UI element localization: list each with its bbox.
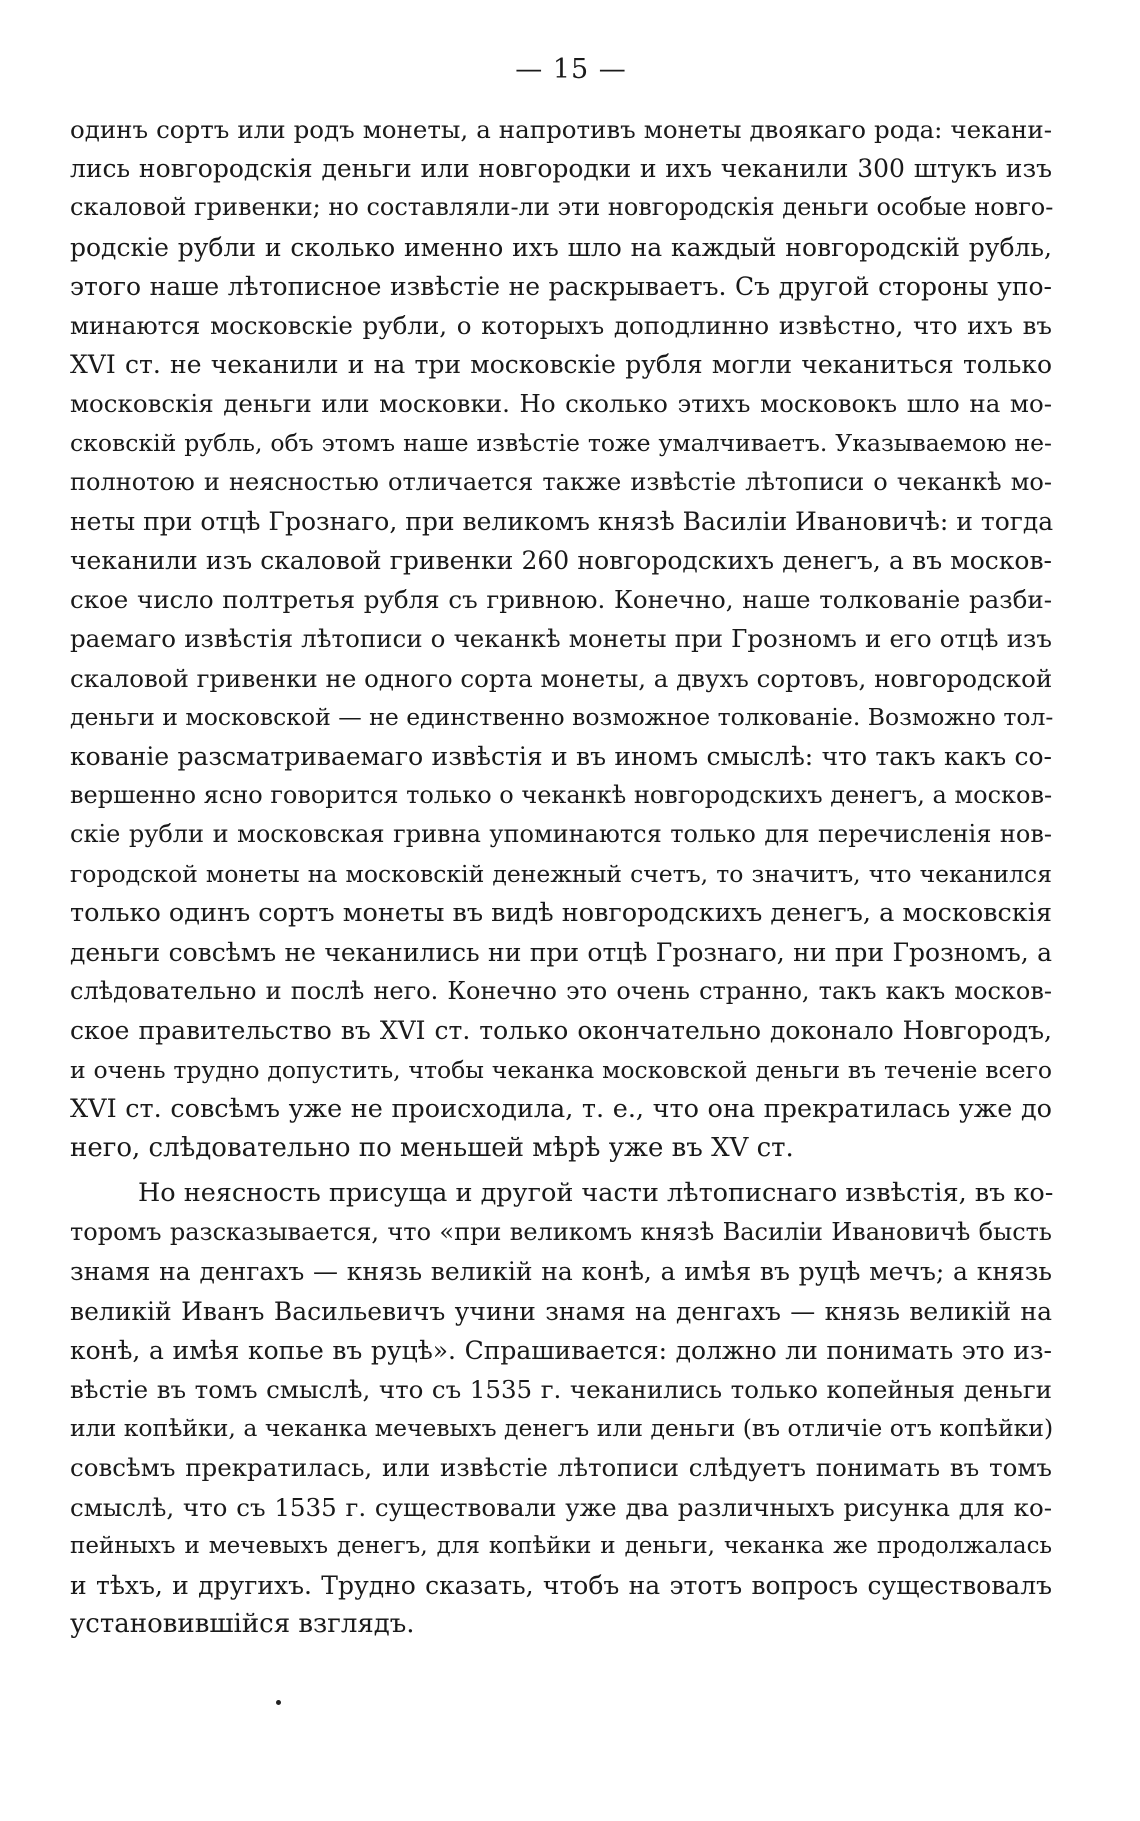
text-line: Но неясность присуща и другой части лѣтописнаго извѣстія, въ ко- [138, 1178, 1054, 1209]
text-line: XVI ст. совсѣмъ уже не происходила, т. е., что она прекратилась уже до [70, 1093, 1052, 1124]
text-line: сковскій рубль, объ этомъ наше извѣстіе тоже умалчиваетъ. Указываемою не- [70, 428, 1052, 457]
text-line: и тѣхъ, и другихъ. Трудно сказать, чтобъ на этотъ вопросъ существовалъ [70, 1570, 1052, 1600]
text-line: только одинъ сортъ монеты въ видѣ новгородскихъ денегъ, а московскія [70, 897, 1052, 928]
print-speck [276, 1700, 281, 1705]
text-line: неты при отцѣ Грознаго, при великомъ князѣ Василіи Ивановичѣ: и тогда [70, 506, 1054, 536]
text-line: торомъ разсказывается, что «при великомъ князѣ Василіи Ивановичѣ бысть [70, 1218, 1052, 1247]
text-line: него, слѣдовательно по меньшей мѣрѣ уже въ XV ст. [70, 1132, 794, 1163]
text-line: одинъ сортъ или родъ монеты, а напротивъ монеты двоякаго рода: чекани- [70, 115, 1052, 144]
text-line: деньги и московской — не единственно возможное толкованіе. Возможно тол- [70, 702, 1054, 731]
text-line: слѣдовательно и послѣ него. Конечно это очень странно, такъ какъ москов- [70, 977, 1052, 1006]
text-line: установившійся взглядъ. [70, 1609, 415, 1640]
text-line: лись новгородскія деньги или новгородки и ихъ чеканили 300 штукъ изъ [70, 154, 1052, 184]
text-line: минаются московскіе рубли, о которыхъ доподлинно извѣстно, что ихъ въ [70, 310, 1052, 340]
paragraph-1 [70, 110, 1052, 1168]
text-line: чеканили изъ скаловой гривенки 260 новгородскихъ денегъ, а въ москов- [70, 546, 1052, 576]
text-line: ское правительство въ XVI ст. только окончательно доконало Новгородъ, [70, 1016, 1052, 1046]
text-line: раемаго извѣстія лѣтописи о чеканкѣ монеты при Грозномъ и его отцѣ изъ [70, 624, 1052, 654]
text-line: пейныхъ и мечевыхъ денегъ, для копѣйки и деньги, чеканка же продолжалась [70, 1532, 1052, 1559]
text-line: знамя на денгахъ — князь великій на конѣ, а имѣя въ руцѣ мечъ; а князь [70, 1257, 1052, 1287]
text-line: смыслѣ, что съ 1535 г. существовали уже два различныхъ рисунка для ко- [70, 1492, 1052, 1522]
text-line: московскія деньги или московки. Но сколько этихъ московокъ шло на мо- [70, 389, 1052, 419]
text-line: скіе рубли и московская гривна упоминаются только для перечисленія нов- [70, 820, 1052, 849]
text-line: скаловой гривенки не одного сорта монеты, а двухъ сортовъ, новгородской [70, 663, 1053, 693]
text-line: великій Иванъ Васильевичъ учини знамя на денгахъ — князь великій на [70, 1296, 1052, 1326]
text-line: и очень трудно допустить, чтобы чеканка московской деньги въ теченіе всего [70, 1055, 1052, 1084]
text-line: родскіе рубли и сколько именно ихъ шло на каждый новгородскій рубль, [70, 232, 1052, 262]
text-line: деньги совсѣмъ не чеканились ни при отцѣ Грознаго, ни при Грозномъ, а [70, 937, 1052, 967]
text-line: ское число полтретья рубля съ гривною. Конечно, наше толкованіе разби- [70, 585, 1052, 615]
text-line: совсѣмъ прекратилась, или извѣстіе лѣтописи слѣдуетъ понимать въ томъ [70, 1453, 1052, 1483]
text-line: скаловой гривенки; но составляли-ли эти новгородскія деньги особые новго- [70, 193, 1054, 222]
paragraph-2 [70, 1174, 1052, 1644]
text-line: конѣ, а имѣя копье въ руцѣ». Спрашивается: должно ли понимать это из- [70, 1335, 1052, 1365]
text-line: этого наше лѣтописное извѣстіе не раскрываетъ. Съ другой стороны упо- [70, 271, 1052, 301]
text-line: вершенно ясно говорится только о чеканкѣ новгородскихъ денегъ, а москов- [70, 781, 1053, 810]
text-line: вѣстіе въ томъ смыслѣ, что съ 1535 г. чеканились только копейныя деньги [70, 1375, 1052, 1404]
text-line: полнотою и неясностью отличается также извѣстіе лѣтописи о чеканкѣ мо- [70, 467, 1052, 496]
page-number: — 15 — [515, 54, 627, 85]
text-line: кованіе разсматриваемаго извѣстія и въ иномъ смыслѣ: что такъ какъ со- [70, 742, 1052, 771]
text-line: XVI ст. не чеканили и на три московскіе рубля могли чеканиться только [70, 350, 1052, 380]
text-line: городской монеты на московскій денежный счетъ, то значитъ, что чеканился [70, 859, 1052, 888]
text-line: или копѣйки, а чеканка мечевыхъ денегъ или деньги (въ отличіе отъ копѣйки) [70, 1414, 1054, 1443]
